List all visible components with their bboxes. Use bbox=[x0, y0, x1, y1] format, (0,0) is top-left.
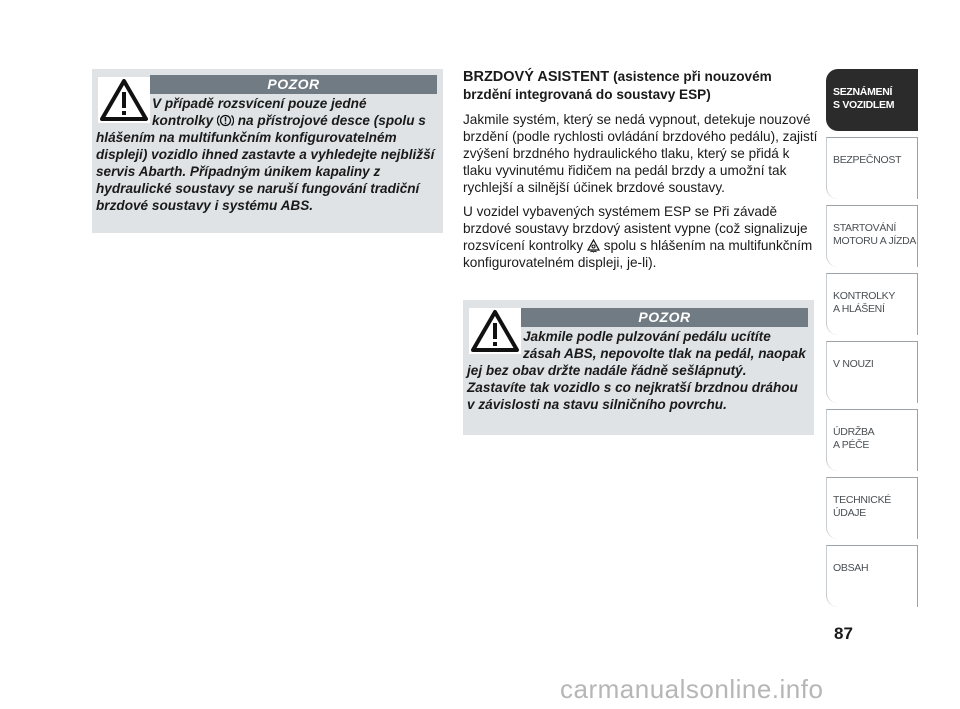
tab-v-nouzi[interactable]: V NOUZI bbox=[826, 341, 918, 403]
warning-label: POZOR bbox=[521, 308, 808, 327]
chapter-tabs bbox=[826, 69, 918, 607]
watermark: carmanualsonline.info bbox=[560, 674, 824, 704]
esp-warning-lamp-icon bbox=[587, 239, 600, 253]
warning-text: Jakmile podle pulzování pedálu ucítíte zásah ABS, nepovolte tlak na pedál, naopak jej bez obav držte nadále řádně sešlápnutý. Zastavíte tak vozidlo s co nejkratší brzdnou dráhou v závislosti na stavu silničního povrchu. bbox=[467, 329, 806, 412]
warning-label: POZOR bbox=[150, 75, 437, 94]
tab-bezpecnost[interactable]: BEZPEČNOST bbox=[826, 137, 918, 199]
tab-kontrolky[interactable]: KONTROLKY A HLÁŠENÍ bbox=[826, 273, 918, 335]
warning-box-abs bbox=[463, 300, 814, 435]
tab-startovani[interactable]: STARTOVÁNÍ MOTORU A JÍZDA bbox=[826, 205, 918, 267]
paragraph-2: U vozidel vybavených systémem ESP se Při závadě brzdové soustavy brzdový asistent vypne (což signalizuje rozsvícení kontrolky spolu s hlášením na multifunkčním konfigurovatelném displeji, je-li). bbox=[463, 204, 813, 270]
tab-technicke-udaje[interactable]: TECHNICKÉ ÚDAJE bbox=[826, 477, 918, 539]
paragraph-1: Jakmile systém, který se nedá vypnout, detekuje nouzové brzdění (podle rychlosti ovládání brzdového pedálu), zajistí zvýšení brzdného hydraulického tlaku, který se přidá k tlaku vyvinutému řidičem na pedál brzdy a umožní tak rychlejší a silnější účinek brzdové soustavy. bbox=[463, 112, 818, 195]
page-number: 87 bbox=[834, 624, 853, 643]
brake-assist-section bbox=[463, 68, 819, 278]
section-heading: BRZDOVÝ ASISTENT (asistence při nouzovém brzdění integrovaná do soustavy ESP) bbox=[463, 69, 772, 102]
tab-udrzba[interactable]: ÚDRŽBA A PÉČE bbox=[826, 409, 918, 471]
warning-box-brake bbox=[92, 69, 443, 233]
brake-warning-lamp-icon bbox=[217, 113, 234, 128]
tab-seznameni[interactable]: SEZNÁMENÍ S VOZIDLEM bbox=[826, 69, 918, 131]
warning-text: V případě rozsvícení pouze jedné kontrolky na přístrojové desce (spolu s hlášením na multifunkčním konfigurovatelném displeji) vozidlo ihned zastavte a vyhledejte nejbližší servis Abarth. Případným únikem kapaliny z hydraulické soustavy se naruší fungování tradiční brzdové soustavy i systému ABS. bbox=[96, 96, 435, 213]
tab-obsah[interactable]: OBSAH bbox=[826, 545, 918, 607]
